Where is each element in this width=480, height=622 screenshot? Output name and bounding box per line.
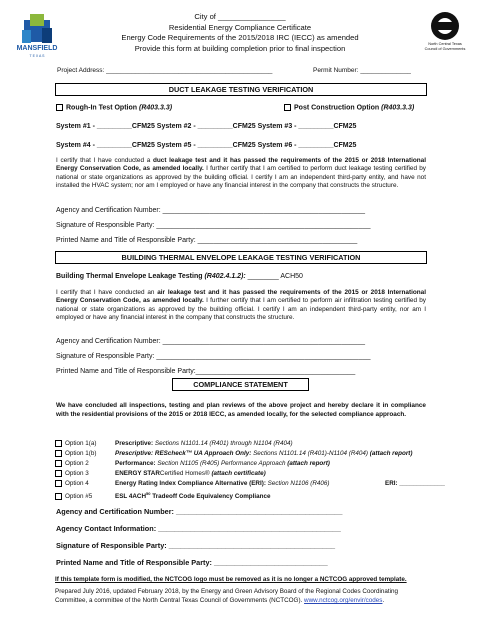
- nctcog-logo: [420, 10, 470, 58]
- compliance-statement: We have concluded all inspections, testing and plan reviews of the above project and hereby declare it in compliance with the residential provisions of the 2015 or 2018 IECC, as amended locally, for the selected compliance approach.: [56, 402, 426, 418]
- nctcog-codes-link[interactable]: www.nctcog.org/envir/codes: [304, 597, 383, 604]
- footer-prepared-line1: Prepared July 2016, updated February 2018, by the Energy and Green Advisory Board of the Regional Codes Coordinating: [55, 588, 399, 595]
- option-4-checkbox[interactable]: [55, 480, 62, 487]
- post-construction-option[interactable]: [284, 104, 414, 111]
- duct-printed-name-field[interactable]: Printed Name and Title of Responsible Party: _________________________________________: [56, 237, 358, 244]
- compliance-heading: COMPLIANCE STATEMENT: [172, 378, 309, 391]
- option-1a-checkbox[interactable]: [55, 440, 62, 447]
- duct-signature-field[interactable]: Signature of Responsible Party: _______________________________________________________: [56, 222, 371, 229]
- rough-in-label: Rough-In Test Option: [66, 104, 138, 112]
- header-title: Residential Energy Compliance Certificate: [168, 22, 312, 32]
- mansfield-logo-text: MANSFIELD: [16, 45, 58, 52]
- header-city: City of ________________: [194, 12, 286, 21]
- option-3[interactable]: Option 3 ENERGY STARCertified Homes® (attach certificate): [55, 469, 475, 479]
- systems-row-2[interactable]: System #4 - _________CFM25 System #5 - _________CFM25 System #6 - _________CFM25: [56, 142, 357, 149]
- option-5[interactable]: Option #5 ESL 4ACH$^{50}$ Tradeoff Code Equivalency Compliance: [55, 489, 475, 502]
- option-5-checkbox[interactable]: [55, 493, 62, 500]
- rough-in-option[interactable]: [56, 104, 172, 111]
- option-2-checkbox[interactable]: [55, 460, 62, 467]
- nctcog-logo-text1: North Central Texas: [428, 42, 462, 46]
- envelope-printed-name-field[interactable]: Printed Name and Title of Responsible Party:_________________________________________: [56, 368, 356, 375]
- printed-name-field[interactable]: Printed Name and Title of Responsible Party: ____________________________: [56, 558, 328, 567]
- duct-heading: DUCT LEAKAGE TESTING VERIFICATION: [55, 83, 427, 96]
- envelope-testing-line[interactable]: Building Thermal Envelope Leakage Testing (R402.4.1.2): ________ ACH50: [56, 273, 303, 280]
- mansfield-logo-sub: T E X A S: [29, 54, 45, 58]
- post-construction-ref: (R403.3.3): [381, 104, 415, 112]
- option-4[interactable]: Option 4 Energy Rating Index Compliance Alternative (ERI): Section N1106 (R406): [55, 479, 475, 489]
- duct-certification-text: I certify that I have conducted a duct leakage test and it has passed the requirements of the 2015 or 2018 International Energy Conservation Code, as amended locally. I further certify that I am certified to perform duct leakage testing certified by national or state organizations as approved by the building official. I certify I am an independent third-party entity, and have not installed the HVAC system; nor am I employed or have any financial interest in the company that constructs the structure.: [56, 157, 426, 189]
- option-1b[interactable]: Option 1(b) Prescriptive: REScheck™ UA Approach Only: Sections N1101.14 (R401)-N1104 (R404) (attach report): [55, 449, 475, 459]
- project-address-field[interactable]: Project Address: ______________________________________________: [57, 67, 273, 74]
- permit-number-field[interactable]: Permit Number: ______________: [313, 67, 411, 74]
- signature-field[interactable]: Signature of Responsible Party: _________________________________________: [56, 541, 336, 550]
- nctcog-logo-text2: Council of Governments: [424, 47, 466, 51]
- agency-certification-field[interactable]: Agency and Certification Number: _________________________________________: [56, 507, 343, 516]
- systems-row-1[interactable]: System #1 - _________CFM25 System #2 - _________CFM25 System #3 - _________CFM25: [56, 123, 357, 130]
- post-construction-label: Post Construction Option: [294, 104, 380, 112]
- envelope-heading: BUILDING THERMAL ENVELOPE LEAKAGE TESTING VERIFICATION: [55, 251, 427, 264]
- header-instruction: Provide this form at building completion prior to final inspection: [134, 43, 346, 53]
- agency-contact-field[interactable]: Agency Contact Information: _____________________________________________: [56, 524, 341, 533]
- rough-in-ref: (R403.3.3): [138, 104, 173, 112]
- option-1b-checkbox[interactable]: [55, 450, 62, 457]
- option-1a[interactable]: Option 1(a) Prescriptive: Sections N1101.14 (R401) through N1104 (R404): [55, 439, 475, 449]
- option-2[interactable]: Option 2 Performance: Section N1105 (R405) Performance Approach (attach report): [55, 459, 475, 469]
- mansfield-logo: [14, 12, 60, 62]
- envelope-certification-text: I certify that I have conducted an air leakage test and it has passed the requirements of the 2015 or 2018 International Energy Conservation Code, as amended locally. I further certify that I am certified to perform air infiltration testing certified by national or state organizations as approved by the building official. I certify I am an independent third-party entity, nor am I employed or have any financial interest in the company that constructs the structure.: [56, 289, 427, 321]
- post-construction-checkbox[interactable]: [284, 104, 291, 111]
- envelope-agency-field[interactable]: Agency and Certification Number: ____________________________________________________: [56, 338, 366, 345]
- option-3-checkbox[interactable]: [55, 470, 62, 477]
- footer-notice: If this template form is modified, the NCTCOG logo must be removed as it is no longer a NCTCOG approved template.: [55, 576, 407, 583]
- footer-prepared-line2: Committee, a committee of the North Central Texas Council of Governments (NCTCOG). www.nctcog.org/envir/codes.: [55, 597, 385, 604]
- rough-in-checkbox[interactable]: [56, 104, 63, 111]
- header-subtitle: Energy Code Requirements of the 2015/2018 IRC (IECC) as amended: [121, 33, 359, 42]
- eri-field[interactable]: ERI: _____________: [385, 480, 445, 487]
- duct-agency-field[interactable]: Agency and Certification Number: ____________________________________________________: [56, 207, 366, 214]
- envelope-signature-field[interactable]: Signature of Responsible Party: _______________________________________________________: [56, 353, 371, 360]
